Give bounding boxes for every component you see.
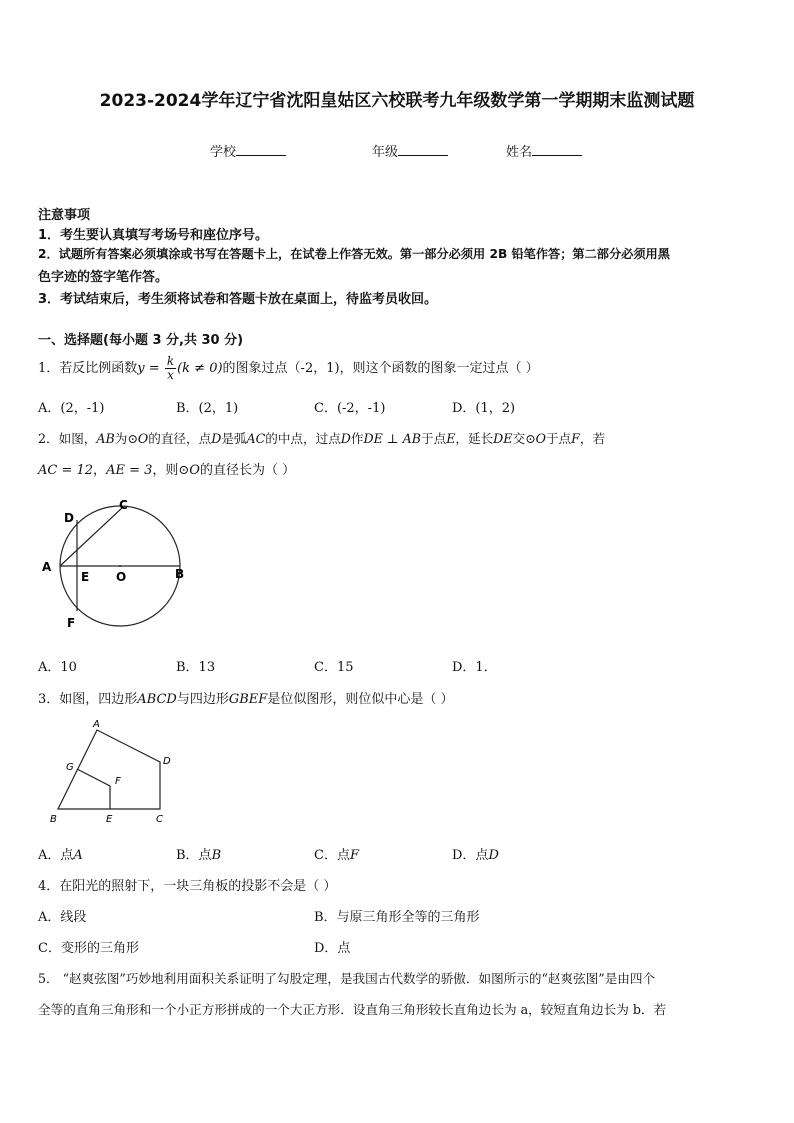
question-2-line-1 xyxy=(38,428,605,447)
q3-option-b-prefix: B．点 xyxy=(176,848,212,863)
q2-text: 交 xyxy=(512,431,526,446)
q2-label-o: O xyxy=(116,570,127,584)
q2-text: 是弧 xyxy=(221,431,247,446)
q3-label-g: G xyxy=(66,762,74,773)
q2-label-b: B xyxy=(175,567,185,581)
q2-label-c: C xyxy=(119,498,128,512)
q2-label-a: A xyxy=(42,560,52,574)
q2-text: ， xyxy=(93,463,107,478)
q3-option-d xyxy=(452,844,499,863)
q1-fraction xyxy=(165,355,176,382)
q2-circle-o: ⊙O xyxy=(178,463,200,478)
question-5-line-1: 5． “赵爽弦图”巧妙地利用面积关系证明了勾股定理，是我国古代数学的骄傲．如图所示的“赵爽弦图”是由四个 xyxy=(38,971,656,986)
q4-option-d: D．点 xyxy=(314,941,351,956)
notice-item-3: 3．考试结束后，考生须将试卷和答题卡放在桌面上，待监考员收回。 xyxy=(38,292,438,307)
q3-option-c-prefix: C．点 xyxy=(314,848,350,863)
notice-heading: 注意事项 xyxy=(38,208,91,223)
q1-condition: (k ≠ 0) xyxy=(177,361,223,376)
q3-gbef: GBEF xyxy=(228,692,268,707)
q2-de-perp-ab: DE ⊥ AB xyxy=(363,431,421,446)
grade-blank xyxy=(398,143,448,156)
q2-label-f: F xyxy=(67,616,76,630)
q2-ac: AC xyxy=(246,431,266,446)
grade-label: 年级 xyxy=(372,145,399,160)
q1-prefix: 1．若反比例函数 xyxy=(38,361,138,376)
school-blank xyxy=(236,143,286,156)
notice-item-1: 1．考生要认真填写考场号和座位序号。 xyxy=(38,228,269,243)
q2-center-dot xyxy=(119,565,121,567)
q2-d: D xyxy=(340,431,351,446)
question-5-line-2: 全等的直角三角形和一个小正方形拼成的一个大正方形．设直角三角形较长直角边长为 a，较短直角边长为 b．若 xyxy=(38,1002,667,1017)
q3-text: 与四边形 xyxy=(176,692,229,707)
q2-ac-value: AC = 12 xyxy=(38,463,94,478)
q3-text: 3．如图，四边形 xyxy=(38,692,138,707)
q2-text: 于点 xyxy=(421,431,447,446)
q1-option-c: C．(-2，-1) xyxy=(314,401,386,416)
q1-frac-num: k xyxy=(166,354,175,368)
q2-circle-figure xyxy=(36,490,196,640)
q2-text: 作 xyxy=(350,431,364,446)
q1-option-a: A．(2，-1) xyxy=(38,401,105,416)
q2-e: E xyxy=(446,431,456,446)
question-3 xyxy=(38,688,453,707)
q2-text: ，若 xyxy=(579,431,606,446)
question-1 xyxy=(38,355,539,382)
q2-option-d: D．1． xyxy=(452,660,497,675)
q1-option-b: B．(2，1) xyxy=(176,401,239,416)
q3-label-d: D xyxy=(163,756,171,767)
q4-option-c: C．变形的三角形 xyxy=(38,941,139,956)
q3-label-e: E xyxy=(106,814,113,825)
school-field xyxy=(210,141,286,160)
q2-circle-o: ⊙O xyxy=(525,431,546,446)
q2-text: 的直径长为（ ） xyxy=(199,463,296,478)
school-label: 学校 xyxy=(210,145,237,160)
q2-ab: AB xyxy=(96,431,115,446)
q3-quadrilateral-figure xyxy=(44,714,194,830)
q3-option-a-letter: A xyxy=(73,848,83,863)
name-blank xyxy=(532,143,582,156)
q2-text: 为 xyxy=(114,431,128,446)
notice-item-2a: 2．试题所有答案必须填涂或书写在答题卡上，在试卷上作答无效。第一部分必须用 2B 铅笔作答；第二部分必须用黑 xyxy=(38,247,670,261)
notice-item-2b: 色字迹的签字笔作答。 xyxy=(38,270,169,285)
q3-option-a xyxy=(38,844,83,863)
q3-option-b xyxy=(176,844,221,863)
q3-label-c: C xyxy=(156,814,163,825)
q3-option-d-prefix: D．点 xyxy=(452,848,489,863)
q1-func-y: y xyxy=(137,361,145,376)
q2-ae-value: AE = 3 xyxy=(106,463,153,478)
q2-text: ，延长 xyxy=(455,431,494,446)
q2-circle-o: ⊙O xyxy=(127,431,149,446)
page-title: 2023-2024学年辽宁省沈阳皇姑区六校联考九年级数学第一学期期末监测试题 xyxy=(99,91,695,111)
q2-text: 的中点，过点 xyxy=(265,431,341,446)
q3-option-d-letter: D xyxy=(488,848,499,863)
q1-eq: = xyxy=(144,361,164,376)
q4-option-a: A．线段 xyxy=(38,910,87,925)
q2-d: D xyxy=(211,431,222,446)
q2-label-d: D xyxy=(64,511,74,525)
q2-de: DE xyxy=(493,431,513,446)
q3-option-c xyxy=(314,844,359,863)
q3-quad-gbef xyxy=(77,769,110,809)
q3-option-a-prefix: A．点 xyxy=(38,848,74,863)
q2-label-e: E xyxy=(81,570,90,584)
q2-f: F xyxy=(571,431,580,446)
q2-text: 于点 xyxy=(545,431,572,446)
q1-frac-den: x xyxy=(167,368,174,382)
q4-option-b: B．与原三角形全等的三角形 xyxy=(314,910,480,925)
q3-label-f: F xyxy=(115,776,121,787)
q3-label-a: A xyxy=(93,719,100,730)
question-4: 4．在阳光的照射下，一块三角板的投影不会是（ ） xyxy=(38,879,337,894)
q3-abcd: ABCD xyxy=(137,692,177,707)
q2-option-b: B．13 xyxy=(176,660,216,675)
q2-option-a: A．10 xyxy=(38,660,77,675)
q3-label-b: B xyxy=(50,814,57,825)
grade-field xyxy=(372,141,448,160)
q3-text: 是位似图形，则位似中心是（ ） xyxy=(267,692,454,707)
q1-option-d: D．(1，2) xyxy=(452,401,516,416)
q2-text: ，则 xyxy=(152,463,179,478)
q1-suffix: 的图象过点（-2，1)，则这个函数的图象一定过点（ ） xyxy=(222,361,539,376)
q2-option-c: C．15 xyxy=(314,660,354,675)
section-heading: 一、选择题(每小题 3 分,共 30 分) xyxy=(38,333,244,348)
q2-text: 2．如图， xyxy=(38,431,97,446)
q3-option-b-letter: B xyxy=(211,848,222,863)
question-2-line-2 xyxy=(38,459,295,478)
q3-option-c-letter: F xyxy=(349,848,359,863)
name-field xyxy=(506,141,582,160)
q2-text: 的直径，点 xyxy=(148,431,212,446)
name-label: 姓名 xyxy=(506,145,533,160)
